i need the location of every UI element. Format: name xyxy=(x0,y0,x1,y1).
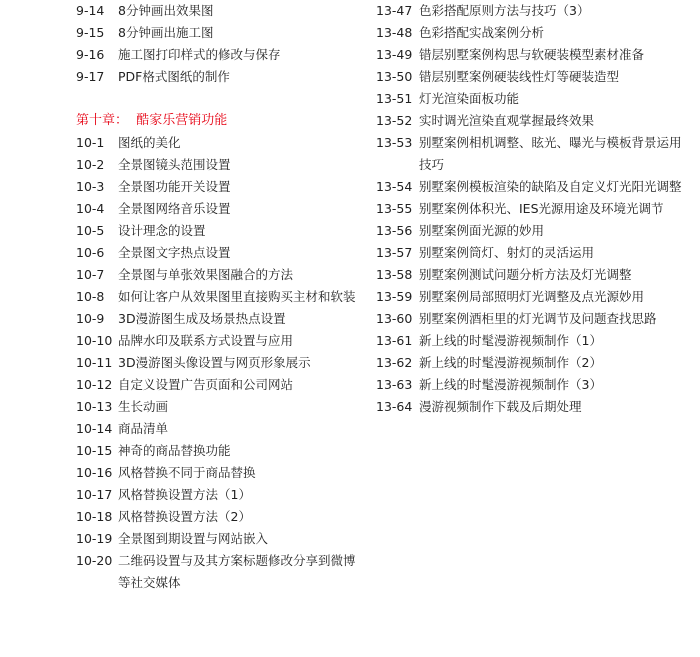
toc-entry-number: 13-49 xyxy=(376,47,413,62)
toc-entry-title: 全景图与单张效果图融合的方法 xyxy=(118,267,294,282)
toc-entry-number: 10-11 xyxy=(76,355,113,370)
toc-entry xyxy=(76,44,366,66)
toc-entry-number: 10-16 xyxy=(76,465,113,480)
toc-entry-title: 全景图到期设置与网站嵌入 xyxy=(118,531,269,546)
toc-entry-number: 10-15 xyxy=(76,443,113,458)
toc-entry-number: 10-1 xyxy=(76,135,105,150)
toc-entry xyxy=(76,484,366,506)
toc-entry xyxy=(376,264,686,286)
toc-right-list xyxy=(376,0,686,418)
toc-entry-title: 神奇的商品替换功能 xyxy=(118,443,231,458)
toc-entry-title: 色彩搭配实战案例分析 xyxy=(419,25,545,40)
toc-entry-title: 全景图镜头范围设置 xyxy=(118,157,231,172)
toc-entry xyxy=(376,330,686,352)
toc-entry xyxy=(376,352,686,374)
toc-entry-title: 3D漫游图头像设置与网页形象展示 xyxy=(118,355,311,370)
toc-entry xyxy=(76,330,366,352)
toc-entry xyxy=(76,396,366,418)
toc-entry xyxy=(76,528,366,550)
toc-entry-number: 10-3 xyxy=(76,179,105,194)
toc-entry xyxy=(76,352,366,374)
toc-entry xyxy=(376,308,686,330)
toc-entry xyxy=(76,242,366,264)
toc-entry-number: 13-56 xyxy=(376,223,413,238)
toc-entry xyxy=(76,176,366,198)
toc-entry-number: 10-20 xyxy=(76,553,113,568)
toc-entry-number: 13-54 xyxy=(376,179,413,194)
toc-entry-title: 施工图打印样式的修改与保存 xyxy=(118,47,281,62)
toc-entry-title: 别墅案例体积光、IES光源用途及环境光调节 xyxy=(419,201,664,216)
toc-entry-number: 10-14 xyxy=(76,421,113,436)
toc-entry-number: 10-2 xyxy=(76,157,105,172)
toc-entry-number: 13-52 xyxy=(376,113,413,128)
toc-entry-title: 8分钟画出施工图 xyxy=(118,25,214,40)
toc-entry-title: 3D漫游图生成及场景热点设置 xyxy=(118,311,286,326)
toc-entry-title: 错层别墅案例构思与软硬装模型素材准备 xyxy=(419,47,645,62)
toc-entry-number: 13-57 xyxy=(376,245,413,260)
toc-entry-title: 色彩搭配原则方法与技巧（3） xyxy=(419,3,590,18)
toc-entry xyxy=(76,220,366,242)
toc-entry xyxy=(76,132,366,154)
chapter-heading: 第十章： 酷家乐营销功能 xyxy=(76,113,228,128)
toc-entry-number: 10-4 xyxy=(76,201,105,216)
toc-entry xyxy=(76,198,366,220)
toc-entry-title: 二维码设置与及其方案标题修改分享到微博等社交媒体 xyxy=(118,553,356,590)
toc-entry-number: 13-53 xyxy=(376,135,413,150)
toc-entry-number: 13-48 xyxy=(376,25,413,40)
toc-entry-title: 全景图功能开关设置 xyxy=(118,179,231,194)
toc-entry-title: 别墅案例筒灯、射灯的灵活运用 xyxy=(419,245,595,260)
toc-entry xyxy=(376,220,686,242)
toc-entry-number: 9-14 xyxy=(76,3,105,18)
toc-entry xyxy=(76,462,366,484)
toc-entry-title: 自定义设置广告页面和公司网站 xyxy=(118,377,294,392)
toc-entry-number: 10-5 xyxy=(76,223,105,238)
toc-entry-number: 9-15 xyxy=(76,25,105,40)
toc-entry-number: 10-19 xyxy=(76,531,113,546)
toc-entry-title: 别墅案例模板渲染的缺陷及自定义灯光阳光调整 xyxy=(419,179,682,194)
toc-entry xyxy=(376,286,686,308)
toc-left-column xyxy=(76,0,366,594)
toc-entry xyxy=(76,440,366,462)
toc-entry-number: 13-47 xyxy=(376,3,413,18)
toc-entry xyxy=(376,44,686,66)
toc-entry-title: 商品清单 xyxy=(118,421,169,436)
toc-entry-title: 漫游视频制作下载及后期处理 xyxy=(419,399,582,414)
toc-entry-number: 13-59 xyxy=(376,289,413,304)
toc-entry-title: 生长动画 xyxy=(118,399,169,414)
toc-entry-number: 13-61 xyxy=(376,333,413,348)
toc-left-top-list xyxy=(76,0,366,88)
toc-entry-title: 如何让客户从效果图里直接购买主材和软装 xyxy=(118,289,356,304)
toc-entry xyxy=(76,550,366,594)
toc-entry-title: 新上线的时髦漫游视频制作（1） xyxy=(419,333,602,348)
toc-entry xyxy=(376,176,686,198)
toc-chapter-list xyxy=(76,132,366,594)
toc-entry-number: 13-62 xyxy=(376,355,413,370)
toc-entry-number: 13-60 xyxy=(376,311,413,326)
toc-entry-title: 新上线的时髦漫游视频制作（2） xyxy=(419,355,602,370)
toc-entry xyxy=(76,154,366,176)
toc-entry-title: 实时调光渲染直观掌握最终效果 xyxy=(419,113,595,128)
toc-entry-number: 13-51 xyxy=(376,91,413,106)
toc-entry xyxy=(376,88,686,110)
toc-entry xyxy=(76,418,366,440)
toc-entry-title: 新上线的时髦漫游视频制作（3） xyxy=(419,377,602,392)
toc-entry-number: 10-10 xyxy=(76,333,113,348)
toc-entry xyxy=(376,132,686,176)
toc-right-column xyxy=(376,0,686,418)
toc-entry-title: 风格替换设置方法（1） xyxy=(118,487,251,502)
toc-entry-number: 9-17 xyxy=(76,69,105,84)
toc-entry-title: 别墅案例测试问题分析方法及灯光调整 xyxy=(419,267,632,282)
toc-entry-title: 灯光渲染面板功能 xyxy=(419,91,520,106)
toc-entry xyxy=(376,396,686,418)
toc-entry xyxy=(376,242,686,264)
toc-entry-number: 10-6 xyxy=(76,245,105,260)
toc-entry xyxy=(76,66,366,88)
toc-entry xyxy=(376,198,686,220)
toc-entry xyxy=(76,22,366,44)
toc-entry-title: 全景图文字热点设置 xyxy=(118,245,231,260)
toc-entry xyxy=(76,264,366,286)
toc-entry xyxy=(376,22,686,44)
toc-entry-number: 13-64 xyxy=(376,399,413,414)
toc-entry xyxy=(376,66,686,88)
toc-entry xyxy=(376,0,686,22)
toc-entry-title: 风格替换设置方法（2） xyxy=(118,509,251,524)
toc-entry xyxy=(76,308,366,330)
toc-entry xyxy=(76,506,366,528)
toc-entry-title: 设计理念的设置 xyxy=(118,223,206,238)
toc-entry-title: PDF格式图纸的制作 xyxy=(118,69,230,84)
toc-entry xyxy=(376,374,686,396)
toc-entry-title: 别墅案例面光源的妙用 xyxy=(419,223,545,238)
toc-entry-number: 13-58 xyxy=(376,267,413,282)
toc-entry xyxy=(76,286,366,308)
toc-entry-number: 9-16 xyxy=(76,47,105,62)
toc-entry-number: 10-9 xyxy=(76,311,105,326)
toc-entry-title: 别墅案例局部照明灯光调整及点光源妙用 xyxy=(419,289,645,304)
toc-entry-number: 10-8 xyxy=(76,289,105,304)
toc-entry-number: 10-17 xyxy=(76,487,113,502)
toc-entry-title: 错层别墅案例硬装线性灯等硬装造型 xyxy=(419,69,620,84)
toc-entry xyxy=(76,374,366,396)
toc-entry-number: 10-13 xyxy=(76,399,113,414)
toc-entry xyxy=(376,110,686,132)
toc-entry-title: 图纸的美化 xyxy=(118,135,181,150)
toc-entry-number: 10-18 xyxy=(76,509,113,524)
toc-entry-title: 8分钟画出效果图 xyxy=(118,3,214,18)
toc-entry-number: 13-63 xyxy=(376,377,413,392)
toc-entry-number: 13-55 xyxy=(376,201,413,216)
toc-entry xyxy=(76,0,366,22)
toc-entry-title: 风格替换不同于商品替换 xyxy=(118,465,256,480)
toc-entry-title: 品牌水印及联系方式设置与应用 xyxy=(118,333,294,348)
toc-entry-title: 别墅案例酒柜里的灯光调节及问题查找思路 xyxy=(419,311,657,326)
toc-entry-title: 别墅案例相机调整、眩光、曝光与模板背景运用技巧 xyxy=(419,135,682,172)
toc-entry-number: 10-12 xyxy=(76,377,113,392)
toc-entry-number: 13-50 xyxy=(376,69,413,84)
toc-entry-title: 全景图网络音乐设置 xyxy=(118,201,231,216)
toc-entry-number: 10-7 xyxy=(76,267,105,282)
